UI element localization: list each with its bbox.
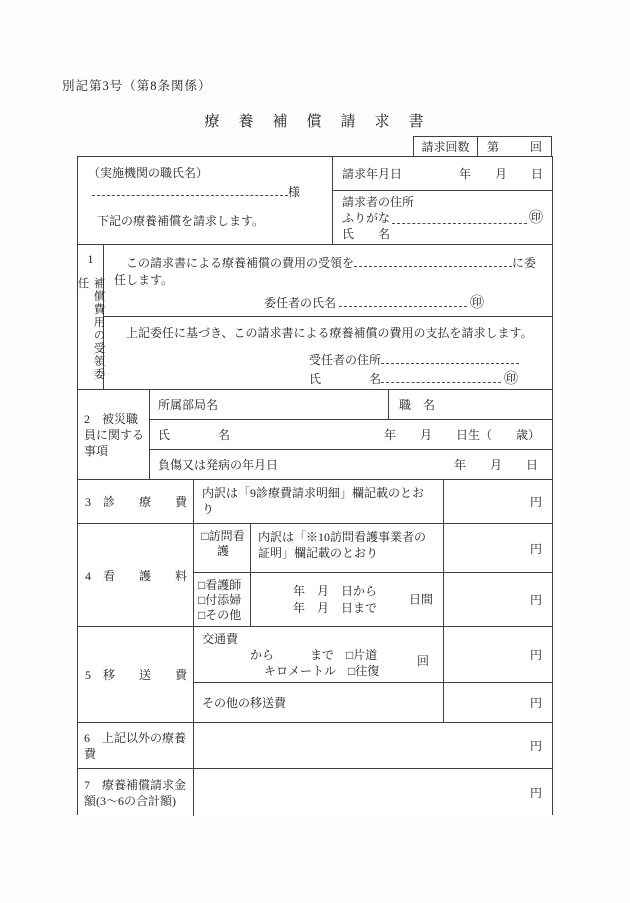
nurse-row (194, 573, 552, 626)
nursing-period-from: 年 月 日から (293, 583, 378, 598)
oneway-checkbox: □片道 (346, 648, 378, 662)
claim-count-value (478, 137, 551, 156)
home-nursing-row (194, 524, 552, 573)
delegatee-address-line (309, 351, 542, 370)
section-3-medical-fee (78, 480, 552, 524)
section-1-vertical-label: 補償費用の受領委任 (76, 277, 105, 381)
section-4-label: 4 看 護 料 (78, 524, 194, 626)
agency-name-line (88, 183, 322, 200)
agency-name-blank (92, 183, 288, 196)
section-7-label: 7 療養補償請求金額(3～6の合計額) (78, 769, 194, 816)
delegatee-name-blank (381, 370, 501, 383)
delegatee-info (114, 351, 542, 389)
delegation-row (104, 245, 552, 317)
yen-unit: 円 (529, 593, 542, 607)
claim-count-suffix: 回 (529, 140, 542, 154)
yen-unit: 円 (529, 696, 542, 710)
section-1-delegation (78, 245, 552, 390)
section-7-amount-cell (194, 769, 552, 816)
section-3-amount-cell (444, 480, 552, 523)
payment-request-row (104, 317, 552, 389)
injury-date-label: 負傷又は発病の年月日 (158, 458, 279, 472)
section-5-content (194, 627, 552, 722)
claim-date-fields: 年 月 日 (458, 167, 543, 181)
header-row (78, 157, 552, 245)
transport-route-line (202, 647, 443, 663)
other-transfer-row (194, 683, 552, 722)
yen-unit: 円 (529, 786, 542, 800)
home-nursing-amount-cell (444, 524, 552, 572)
claimant-cell (333, 157, 552, 244)
furigana-blank (392, 211, 527, 224)
home-nursing-checkbox: □訪問看護 (194, 524, 251, 572)
delegator-name-label: 委任者の氏名 (264, 296, 337, 310)
section-4-nursing-fee (78, 524, 552, 627)
nursing-period-to: 年 月 日まで (293, 600, 378, 615)
form-title: 療 養 補 償 請 求 書 (204, 114, 426, 130)
claim-count-prefix: 第 (487, 140, 500, 154)
claimant-name-label: 氏 名 (342, 227, 391, 241)
claimant-address-label: 請求者の住所 (342, 195, 415, 209)
nurse-amount-cell (444, 573, 552, 626)
agency-cell (78, 157, 333, 244)
transport-distance-line (202, 663, 443, 679)
attendant-checkbox: □付添婦 (198, 593, 242, 607)
nursing-days: 日間 (408, 592, 433, 606)
section-2-content (150, 390, 552, 479)
section-1-content (104, 245, 552, 389)
home-nursing-desc: 内訳は「※10訪問看護事業者の証明」欄記載のとおり (251, 524, 444, 572)
delegation-text-after: に委任します。 (114, 256, 537, 287)
section-6-other-medical-expenses (78, 723, 552, 769)
section-2-injured-employee (78, 390, 552, 480)
other-transfer-amount-cell (444, 683, 552, 722)
distance-fields: キロメートル (264, 664, 337, 678)
yen-unit: 円 (529, 541, 542, 556)
injury-date-fields: 年 月 日 (453, 458, 538, 472)
department-row (150, 390, 552, 420)
furigana-line (342, 210, 543, 226)
section-6-amount-cell (194, 723, 552, 768)
department-label: 所属部局名 (150, 390, 389, 419)
nurse-checkbox: □看護師 (198, 578, 242, 592)
delegatee-name-label: 氏 名 (309, 372, 382, 386)
delegation-text-before: この請求書による療養補償の費用の受領を (126, 256, 355, 270)
other-transfer-label: その他の移送費 (194, 683, 444, 722)
form-table (77, 156, 553, 815)
document-reference: 別記第3号（第8条関係） (62, 79, 212, 93)
claim-count-label: 請求回数 (414, 137, 478, 156)
payment-request-text: 上記委任に基づき、この請求書による療養補償の費用の支払を請求します。 (126, 326, 533, 340)
section-1-number: 1 (87, 252, 94, 266)
injury-date-row (150, 450, 552, 479)
furigana-label: ふりがな (342, 211, 391, 225)
delegator-name-line (114, 294, 542, 311)
section-1-label-column (78, 245, 104, 389)
yen-unit: 円 (529, 739, 542, 753)
section-7-total-claim (78, 769, 552, 816)
yen-unit: 円 (529, 648, 542, 662)
birth-date-fields: 年 月 日生（ 歳） (383, 428, 540, 442)
delegatee-name-line (309, 370, 542, 389)
trip-count-unit: 回 (416, 654, 429, 668)
section-3-label: 3 診 療 費 (78, 480, 194, 523)
nurse-checkbox-group (194, 573, 251, 626)
transport-cell (194, 627, 444, 682)
yen-unit: 円 (529, 495, 542, 509)
nursing-period-cell (251, 573, 444, 626)
claim-date-row (333, 157, 552, 191)
from-to-fields: から まで (250, 648, 335, 662)
seal-mark: ㊞ (529, 211, 543, 226)
claimant-info (333, 191, 552, 244)
section-6-label: 6 上記以外の療養費 (78, 723, 194, 768)
claim-count-box (413, 136, 552, 157)
agency-label: （実施機関の職氏名） (88, 166, 209, 180)
section-2-label: 2 被災職員に関する事項 (78, 390, 150, 479)
other-checkbox: □その他 (198, 608, 242, 622)
claim-date-label: 請求年月日 (342, 167, 403, 181)
delegatee-address-blank (381, 351, 519, 364)
transport-label: 交通費 (202, 632, 239, 646)
transport-row (194, 627, 552, 683)
employee-name-label: 氏 名 (158, 428, 231, 442)
employee-name-row (150, 420, 552, 450)
transport-amount-cell (444, 627, 552, 682)
delegation-text (114, 254, 542, 289)
section-5-transfer-fee (78, 627, 552, 723)
seal-mark: ㊞ (470, 296, 485, 311)
roundtrip-checkbox: □往復 (348, 664, 380, 678)
request-statement: 下記の療養補償を請求します。 (97, 214, 265, 228)
section-3-desc: 内訳は「9診療費請求明細」欄記載のとおり (194, 480, 444, 523)
agency-honorific: 様 (288, 185, 301, 199)
seal-mark: ㊞ (504, 372, 519, 387)
delegatee-blank (354, 254, 512, 267)
position-label: 職 名 (399, 398, 436, 412)
delegatee-address-label: 受任者の住所 (309, 353, 382, 367)
section-4-content (194, 524, 552, 626)
delegator-name-blank (339, 294, 467, 307)
section-5-label: 5 移 送 費 (78, 627, 194, 722)
